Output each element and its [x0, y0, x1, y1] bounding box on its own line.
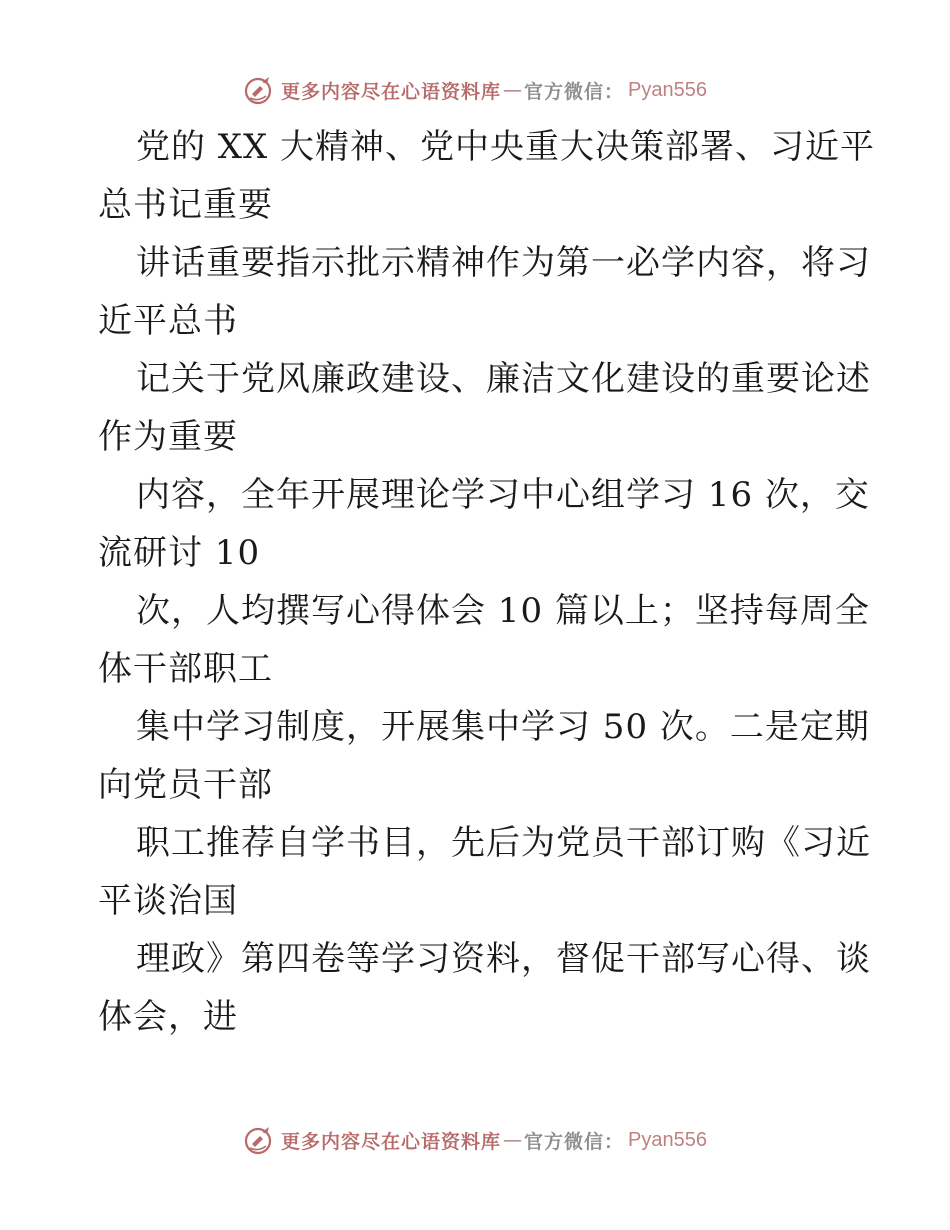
body-line: 作为重要: [98, 417, 238, 457]
body-line: 向党员干部: [98, 765, 273, 805]
body-line: 次，人均撰写心得体会 10 篇以上；坚持每周全: [136, 591, 870, 631]
body-line: 近平总书: [98, 301, 238, 341]
body-line: 讲话重要指示批示精神作为第一必学内容，将习: [136, 243, 871, 283]
body-line: 记关于党风廉政建设、廉洁文化建设的重要论述: [136, 359, 871, 399]
watermark-title: 更多内容尽在心语资料库: [281, 80, 502, 103]
body-line: 党的 XX 大精神、党中央重大决策部署、习近平: [136, 127, 876, 167]
watermark-header: [0, 70, 950, 110]
watermark-separator: —: [503, 79, 523, 101]
watermark-wechat-label: 官方微信：: [524, 1130, 625, 1153]
book-pen-logo-icon: [243, 74, 275, 106]
watermark-title: 更多内容尽在心语资料库: [281, 1130, 502, 1153]
body-line: 体干部职工: [98, 649, 273, 689]
watermark-wechat-id: Pyan556: [628, 1128, 707, 1151]
body-line: 总书记重要: [98, 185, 273, 225]
watermark-footer: [0, 1120, 950, 1160]
body-line: 集中学习制度，开展集中学习 50 次。二是定期: [136, 707, 870, 747]
document-body: [98, 118, 876, 1046]
body-line: 流研讨 10: [98, 533, 261, 573]
watermark-separator: —: [503, 1129, 523, 1151]
body-line: 平谈治国: [98, 881, 238, 921]
watermark-wechat-label: 官方微信：: [524, 80, 625, 103]
body-line: 理政》第四卷等学习资料，督促干部写心得、谈: [136, 939, 871, 979]
book-pen-logo-icon: [243, 1124, 275, 1156]
body-line: 职工推荐自学书目，先后为党员干部订购《习近: [136, 823, 871, 863]
watermark-wechat-id: Pyan556: [628, 78, 707, 101]
body-line: 体会，进: [98, 997, 238, 1037]
body-line: 内容，全年开展理论学习中心组学习 16 次，交: [136, 475, 870, 515]
